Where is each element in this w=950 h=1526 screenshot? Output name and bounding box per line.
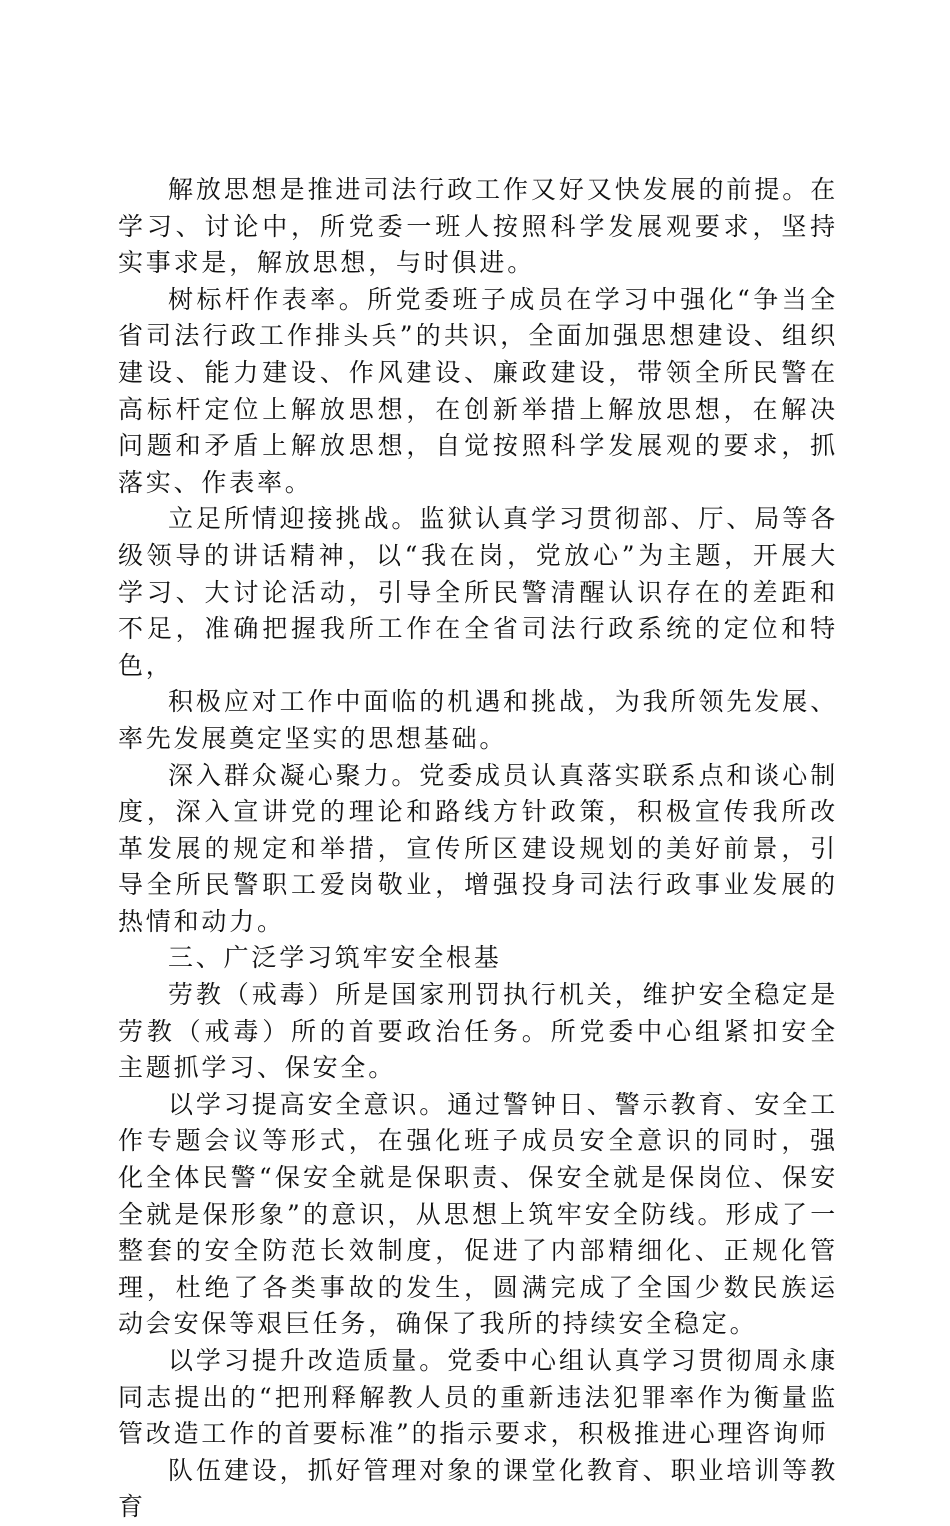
paragraph-4: 积极应对工作中面临的机遇和挑战，为我所领先发展、率先发展奠定坚实的思想基础。 bbox=[118, 687, 838, 753]
paragraph-9: 队伍建设，抓好管理对象的课堂化教育、职业培训等教育 bbox=[118, 1455, 838, 1522]
paragraph-5: 深入群众凝心聚力。党委成员认真落实联系点和谈心制度，深入宣讲党的理论和路线方针政策，积极宣传我所改革发展的规定和举措，宣传所区建设规划的美好前景，引导全所民警职工爱岗敬业，增强投身司法行政事业发展的热情和动力。 bbox=[118, 760, 838, 936]
paragraph-1: 解放思想是推进司法行政工作又好又快发展的前提。在学习、讨论中，所党委一班人按照科学发展观要求，坚持实事求是，解放思想，与时俱进。 bbox=[118, 175, 838, 278]
paragraph-3: 立足所情迎接挑战。监狱认真学习贯彻部、厅、局等各级领导的讲话精神，以“我在岗，党放心”为主题，开展大学习、大讨论活动，引导全所民警清醒认识存在的差距和不足，准确把握我所工作在全省司法行政系统的定位和特色， bbox=[118, 504, 838, 680]
document-body bbox=[118, 172, 838, 1526]
paragraph-6: 劳教（戒毒）所是国家刑罚执行机关，维护安全稳定是劳教（戒毒）所的首要政治任务。所党委中心组紧扣安全主题抓学习、保安全。 bbox=[118, 980, 838, 1083]
paragraph-2: 树标杆作表率。所党委班子成员在学习中强化“争当全省司法行政工作排头兵”的共识，全面加强思想建设、组织建设、能力建设、作风建设、廉政建设，带领全所民警在高标杆定位上解放思想，在创新举措上解放思想，在解决问题和矛盾上解放思想，自觉按照科学发展观的要求，抓落实、作表率。 bbox=[118, 284, 838, 497]
paragraph-8: 以学习提升改造质量。党委中心组认真学习贯彻周永康同志提出的“把刑释解教人员的重新违法犯罪率作为衡量监管改造工作的首要标准”的指示要求，积极推进心理咨询师 bbox=[118, 1346, 838, 1449]
paragraph-7: 以学习提高安全意识。通过警钟日、警示教育、安全工作专题会议等形式，在强化班子成员安全意识的同时，强化全体民警“保安全就是保职责、保安全就是保岗位、保安全就是保形象”的意识，从思想上筑牢安全防线。形成了一整套的安全防范长效制度，促进了内部精细化、正规化管理，杜绝了各类事故的发生，圆满完成了全国少数民族运动会安保等艰巨任务，确保了我所的持续安全稳定。 bbox=[118, 1089, 838, 1339]
section-heading-3: 三、广泛学习筑牢安全根基 bbox=[168, 943, 502, 973]
